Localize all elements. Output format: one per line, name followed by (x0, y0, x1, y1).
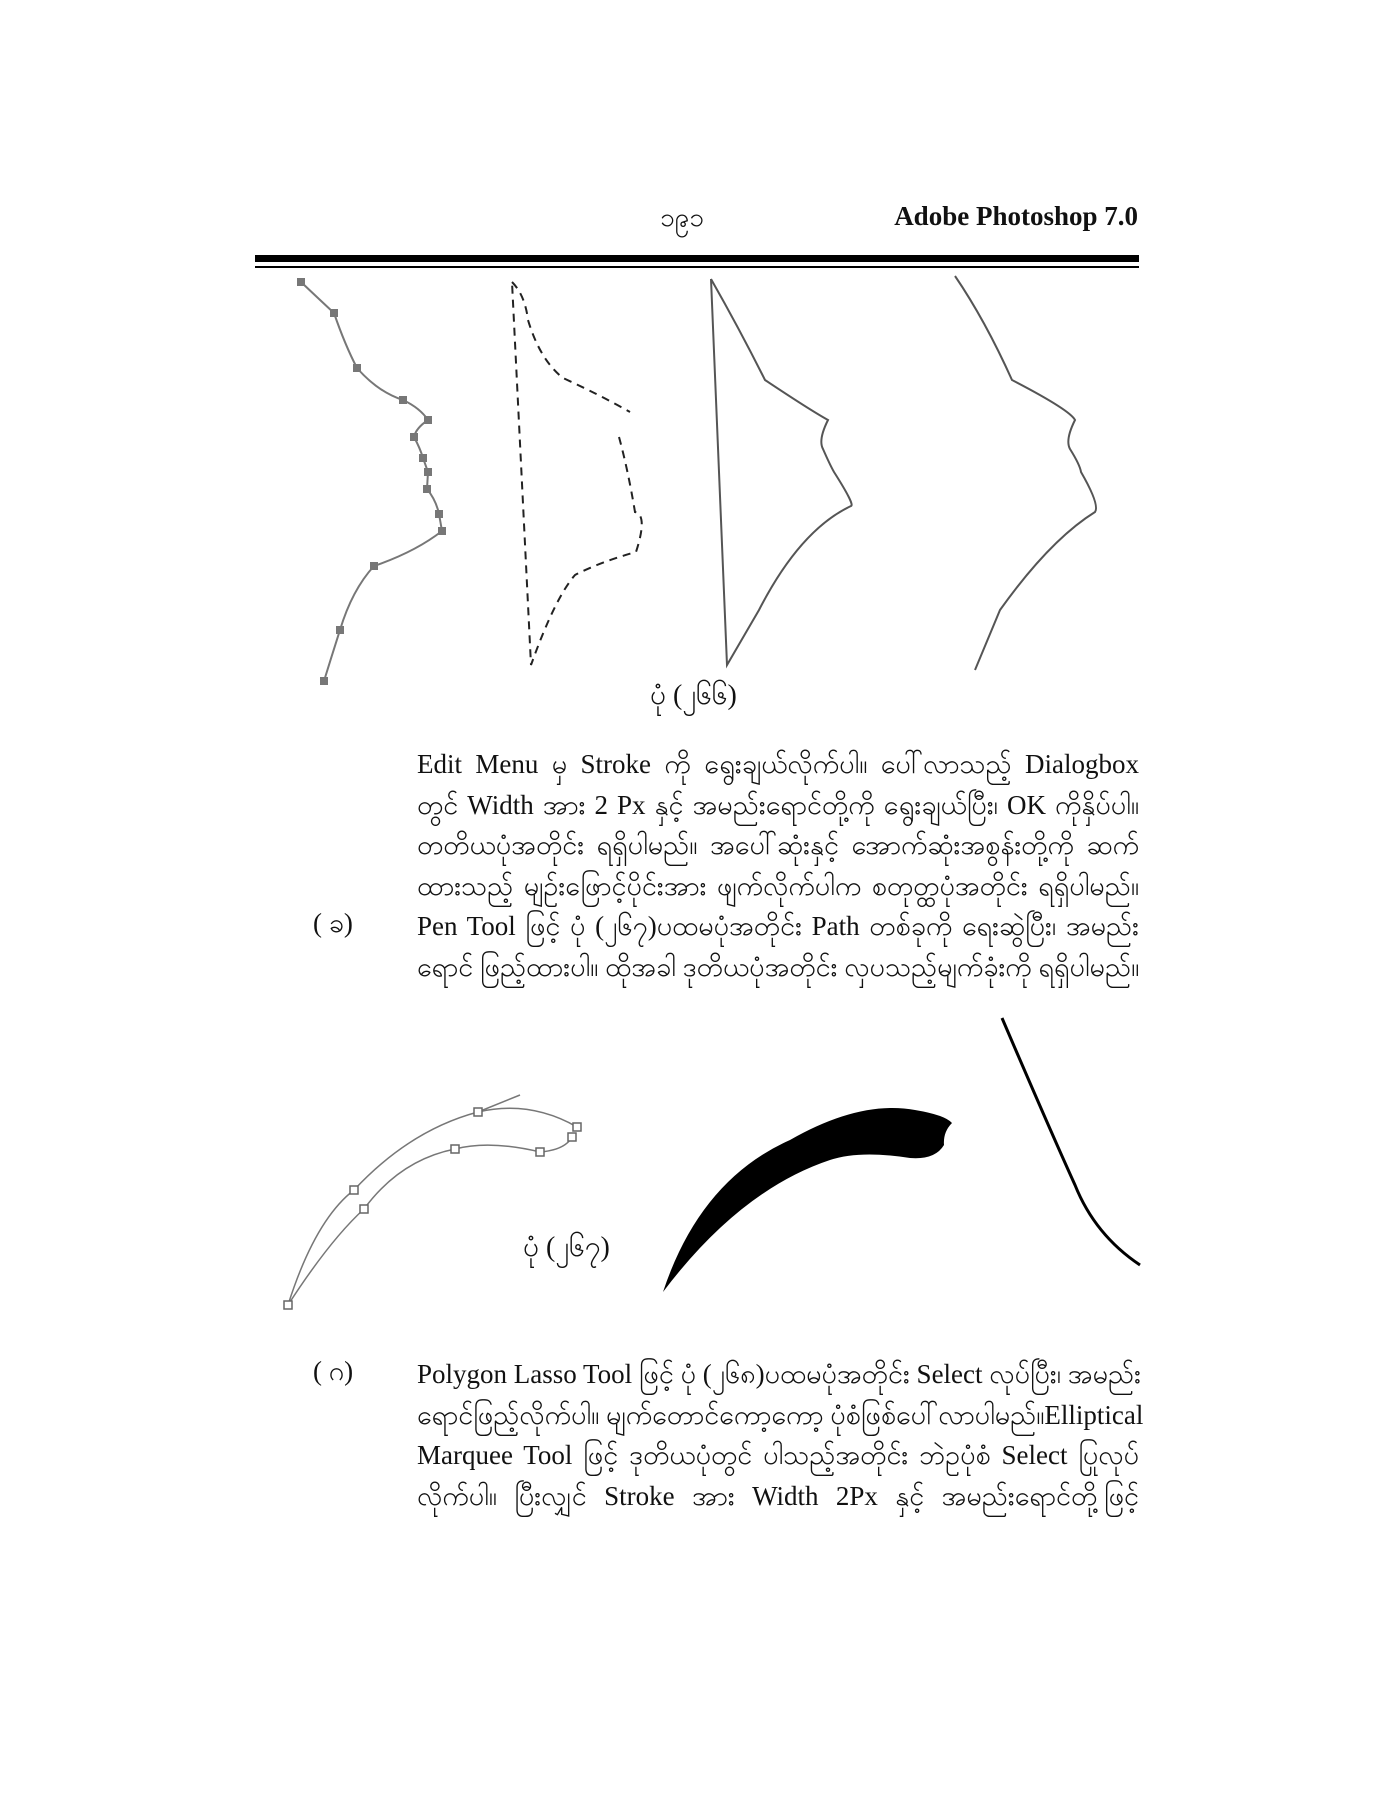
text-line: လိုက်ပါ။ ပြီးလျှင် Stroke အား Width 2Px နှင့် အမည်းရောင်တို့ဖြင့် (417, 1480, 1139, 1511)
text-line: တွင် Width အား 2 Px နှင့် အမည်းရောင်တို့ကို ရွေးချယ်ပြီး၊ OK ကိုနှိပ်ပါ။ (417, 789, 1139, 820)
item-label-kha: ( ခ) (313, 908, 353, 938)
text-line: Marquee Tool ဖြင့် ဒုတိယပုံတွင် ပါသည့်အတိုင်း ဘဲဥပုံစံ Select ပြုလုပ် (417, 1440, 1139, 1470)
text-line: ရောင် ဖြည့်ထားပါ။ ထိုအခါ ဒုတိယပုံအတိုင်း လှပသည့်မျက်ခုံးကို ရရှိပါမည်။ (417, 951, 1140, 982)
figure-caption-266: ပုံ (၂၆၆) (650, 680, 737, 711)
stroked-eyelash-curve (1002, 1018, 1140, 1265)
page-number: ၁၉၁ (660, 203, 704, 232)
text-line: ထားသည့် မျဉ်းဖြောင့်ပိုင်းအား ဖျက်လိုက်ပါက စတုတ္ထပုံအတိုင်း ရရှိပါမည်။ (417, 870, 1139, 901)
stroked-profile-closed (711, 279, 852, 665)
text-line: Edit Menu မှ Stroke ကို ရွေးချယ်လိုက်ပါ။ ပေါ်လာသည့် Dialogbox (417, 749, 1139, 779)
header-rule-thin (255, 266, 1139, 268)
stroked-profile-open (955, 276, 1096, 670)
text-line: တတိယပုံအတိုင်း ရရှိပါမည်။ အပေါ်ဆုံးနှင့် အောက်ဆုံးအစွန်းတို့ကို ဆက် (417, 830, 1139, 860)
header-rule-thick (255, 255, 1139, 262)
path-anchor-points (284, 1108, 581, 1309)
paragraph-pen-tool (417, 906, 1139, 987)
text-line: ရောင်ဖြည့်လိုက်ပါ။ မျက်တောင်ကော့ကော့ ပုံစံဖြစ်ပေါ်လာပါမည်။Elliptical (417, 1399, 1144, 1430)
text-line: Polygon Lasso Tool ဖြင့် ပုံ (၂၆၈)ပထမပုံအတိုင်း Select လုပ်ပြီး၊ အမည်း (417, 1359, 1141, 1389)
item-label-ga: ( ဂ) (313, 1356, 354, 1386)
figure-caption-267: ပုံ (၂၆၇) (523, 1232, 610, 1263)
paragraph-polygon-lasso (417, 1354, 1144, 1516)
eyebrow-path (284, 1095, 581, 1309)
paragraph-stroke-instructions (417, 744, 1139, 906)
filled-eyebrow (663, 1108, 952, 1292)
dashed-selection (512, 282, 642, 665)
running-header-title: Adobe Photoshop 7.0 (894, 201, 1138, 231)
figure-267 (284, 1018, 1140, 1309)
figure-266 (297, 276, 1096, 685)
anchor-points (297, 278, 446, 685)
path-with-anchor-points (297, 278, 446, 685)
text-line: Pen Tool ဖြင့် ပုံ (၂၆၇)ပထမပုံအတိုင်း Path တစ်ခုကို ရေးဆွဲပြီး၊ အမည်း (417, 911, 1139, 941)
